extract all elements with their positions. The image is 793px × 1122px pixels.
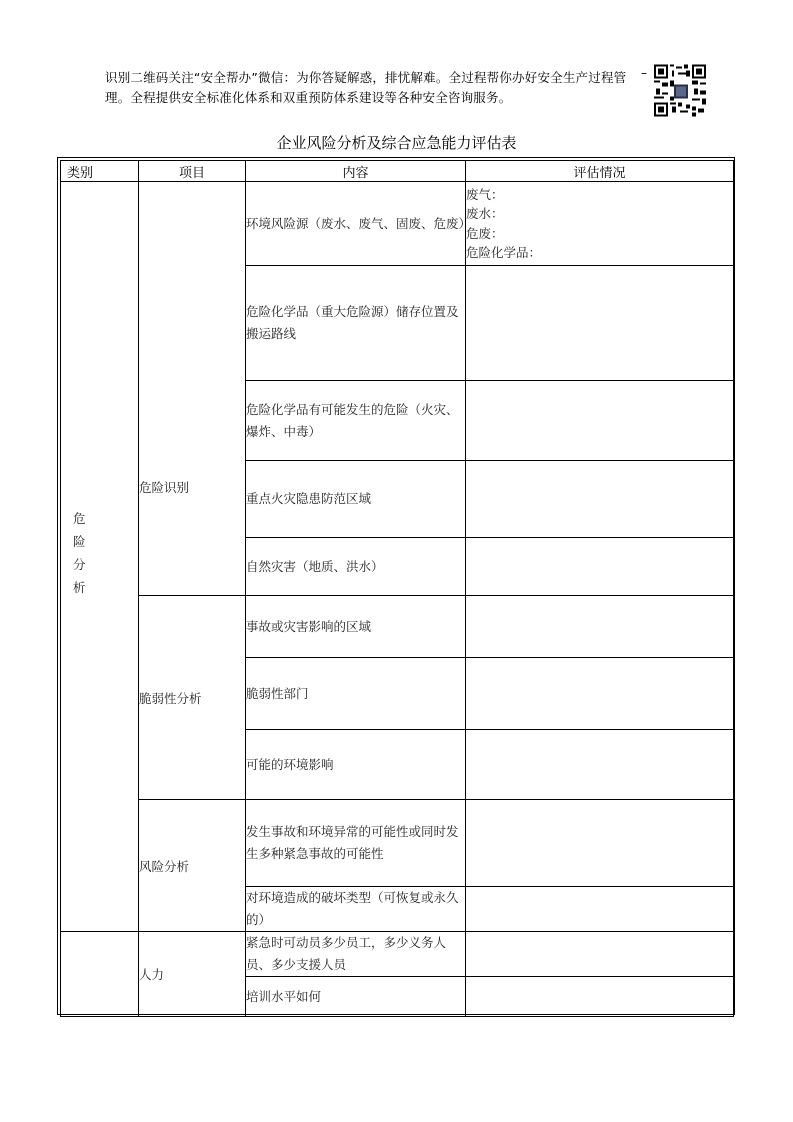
item-label: 危险识别 <box>139 479 190 495</box>
evaluation-cell[interactable] <box>466 932 734 977</box>
table-header-row <box>61 161 734 182</box>
dash-mark: – <box>641 66 647 80</box>
category-char: 析 <box>73 580 86 595</box>
table-row <box>61 800 734 887</box>
content-cell: 自然灾害（地质、洪水） <box>246 538 466 596</box>
header-category: 类别 <box>61 161 139 182</box>
evaluation-cell[interactable] <box>466 461 734 538</box>
document-title: 企业风险分析及综合应急能力评估表 <box>276 134 517 152</box>
header-item: 项目 <box>139 161 246 182</box>
item-cell-vulnerability-analysis <box>139 596 246 800</box>
content-cell: 脆弱性部门 <box>246 658 466 730</box>
content-cell: 危险化学品（重大危险源）储存位置及搬运路线 <box>246 266 466 381</box>
qr-code-icon[interactable] <box>654 64 706 117</box>
item-cell-manpower <box>139 932 246 1017</box>
evaluation-cell[interactable] <box>466 730 734 800</box>
category-char: 危 <box>73 511 86 526</box>
category-char: 分 <box>73 557 86 572</box>
item-label: 风险分析 <box>139 858 190 874</box>
evaluation-cell[interactable] <box>466 977 734 1017</box>
content-cell: 可能的环境影响 <box>246 730 466 800</box>
content-cell: 事故或灾害影响的区域 <box>246 596 466 658</box>
table-row <box>61 596 734 658</box>
evaluation-cell[interactable] <box>466 182 734 266</box>
content-cell: 对环境造成的破坏类型（可恢复或永久的） <box>246 887 466 932</box>
category-cell-empty <box>61 932 139 1017</box>
item-label: 脆弱性分析 <box>139 690 202 706</box>
eval-line-waste-gas: 废气： <box>466 186 504 202</box>
category-cell-hazard-analysis <box>61 182 139 932</box>
eval-line-hazardous-waste: 危废： <box>466 225 504 241</box>
evaluation-cell[interactable] <box>466 658 734 730</box>
evaluation-cell[interactable] <box>466 887 734 932</box>
header-content: 内容 <box>246 161 466 182</box>
header-evaluation: 评估情况 <box>466 161 734 182</box>
content-cell: 危险化学品有可能发生的危险（火灾、爆炸、中毒） <box>246 381 466 461</box>
eval-line-hazardous-chemicals: 危险化学品： <box>466 245 542 260</box>
category-char: 险 <box>73 534 86 549</box>
evaluation-cell[interactable] <box>466 266 734 381</box>
content-cell: 紧急时可动员多少员工，多少义务人员、多少支援人员 <box>246 932 466 977</box>
content-cell: 环境风险源（废水、废气、固废、危废） <box>246 182 466 266</box>
content-cell: 培训水平如何 <box>246 977 466 1017</box>
content-cell: 发生事故和环境异常的可能性或同时发生多种紧急事故的可能性 <box>246 800 466 887</box>
content-cell: 重点火灾隐患防范区域 <box>246 461 466 538</box>
risk-assessment-table <box>60 160 734 1017</box>
evaluation-cell[interactable] <box>466 538 734 596</box>
table-row <box>61 182 734 266</box>
promo-text: 识别二维码关注“安全帮办”微信：为你答疑解惑，排忧解难。全过程帮你办好安全生产过程管理。全程提供安全标准化体系和双重预防体系建设等各种安全咨询服务。 <box>105 70 627 105</box>
item-label: 人力 <box>139 967 165 982</box>
item-cell-hazard-identification <box>139 182 246 596</box>
evaluation-cell[interactable] <box>466 381 734 461</box>
table-row <box>61 932 734 977</box>
evaluation-cell[interactable] <box>466 596 734 658</box>
eval-line-waste-water: 废水： <box>466 206 504 221</box>
item-cell-risk-analysis <box>139 800 246 932</box>
evaluation-cell[interactable] <box>466 800 734 887</box>
